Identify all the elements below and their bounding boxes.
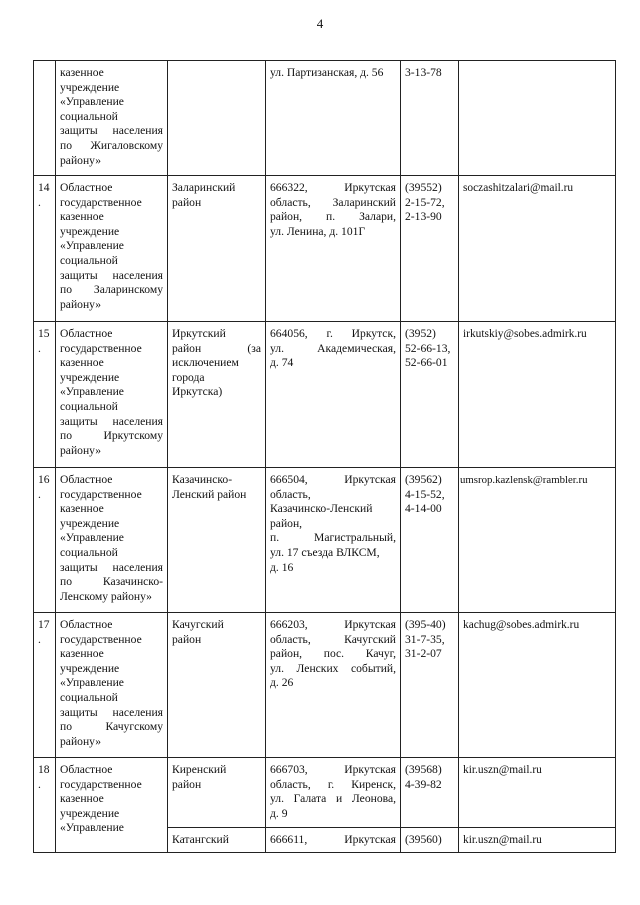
address: ул. Партизанская, д. 56 xyxy=(266,61,401,176)
table-row xyxy=(34,613,616,758)
organization-name: Областное государственное казенное учреждение «Управление социальной защиты населения по Качугскому району» xyxy=(56,613,168,758)
district: Иркутский район (за исключением города Иркутска) xyxy=(168,322,266,468)
row-number: 18. xyxy=(34,758,56,853)
district: Заларинский район xyxy=(168,176,266,322)
email: kir.uszn@mail.ru xyxy=(459,828,616,853)
address: 666611, Иркутская xyxy=(266,828,401,853)
registry-table xyxy=(33,60,616,853)
address: 666504, Иркутская область, Казачинско-Ленский район, п. Магистральный, ул. 17 съезда ВЛКСМ, д. 16 xyxy=(266,468,401,613)
row-number: 16. xyxy=(34,468,56,613)
email: irkutskiy@sobes.admirk.ru xyxy=(459,322,616,468)
phone: (39560) xyxy=(401,828,459,853)
page-number: 4 xyxy=(316,16,324,31)
email: umsrop.kazlensk@rambler.ru xyxy=(459,468,616,613)
organization-name: Областное государственное казенное учреждение «Управление социальной защиты населения по Казачинско- Ленскому району» xyxy=(56,468,168,613)
row-number: 17. xyxy=(34,613,56,758)
table-row xyxy=(34,758,616,828)
organization-name: Областное государственное казенное учреждение «Управление xyxy=(56,758,168,853)
phone: 3-13-78 xyxy=(401,61,459,176)
email: kachug@sobes.admirk.ru xyxy=(459,613,616,758)
phone: (39562) 4-15-52, 4-14-00 xyxy=(401,468,459,613)
phone: (39568) 4-39-82 xyxy=(401,758,459,828)
district: Качугский район xyxy=(168,613,266,758)
table-row xyxy=(34,322,616,468)
table-row xyxy=(34,61,616,176)
district: Казачинско- Ленский район xyxy=(168,468,266,613)
row-number xyxy=(34,61,56,176)
organization-name: казенное учреждение «Управление социальной защиты населения по Жигаловскому району» xyxy=(56,61,168,176)
table-row xyxy=(34,176,616,322)
table-row xyxy=(34,468,616,613)
address: 664056, г. Иркутск, ул. Академическая, д. 74 xyxy=(266,322,401,468)
district: Катангский xyxy=(168,828,266,853)
organization-name: Областное государственное казенное учреждение «Управление социальной защиты населения по Заларинскому району» xyxy=(56,176,168,322)
address: 666322, Иркутская область, Заларинский район, п. Залари, ул. Ленина, д. 101Г xyxy=(266,176,401,322)
address: 666703, Иркутская область, г. Киренск, ул. Галата и Леонова, д. 9 xyxy=(266,758,401,828)
email: soczashitzalari@mail.ru xyxy=(459,176,616,322)
phone: (39552) 2-15-72, 2-13-90 xyxy=(401,176,459,322)
email: kir.uszn@mail.ru xyxy=(459,758,616,828)
phone: (395-40) 31-7-35, 31-2-07 xyxy=(401,613,459,758)
district: Киренский район xyxy=(168,758,266,828)
phone: (3952) 52-66-13, 52-66-01 xyxy=(401,322,459,468)
district xyxy=(168,61,266,176)
organization-name: Областное государственное казенное учреждение «Управление социальной защиты населения по Иркутскому району» xyxy=(56,322,168,468)
address: 666203, Иркутская область, Качугский район, пос. Качуг, ул. Ленских событий, д. 26 xyxy=(266,613,401,758)
row-number: 15. xyxy=(34,322,56,468)
row-number: 14. xyxy=(34,176,56,322)
email xyxy=(459,61,616,176)
